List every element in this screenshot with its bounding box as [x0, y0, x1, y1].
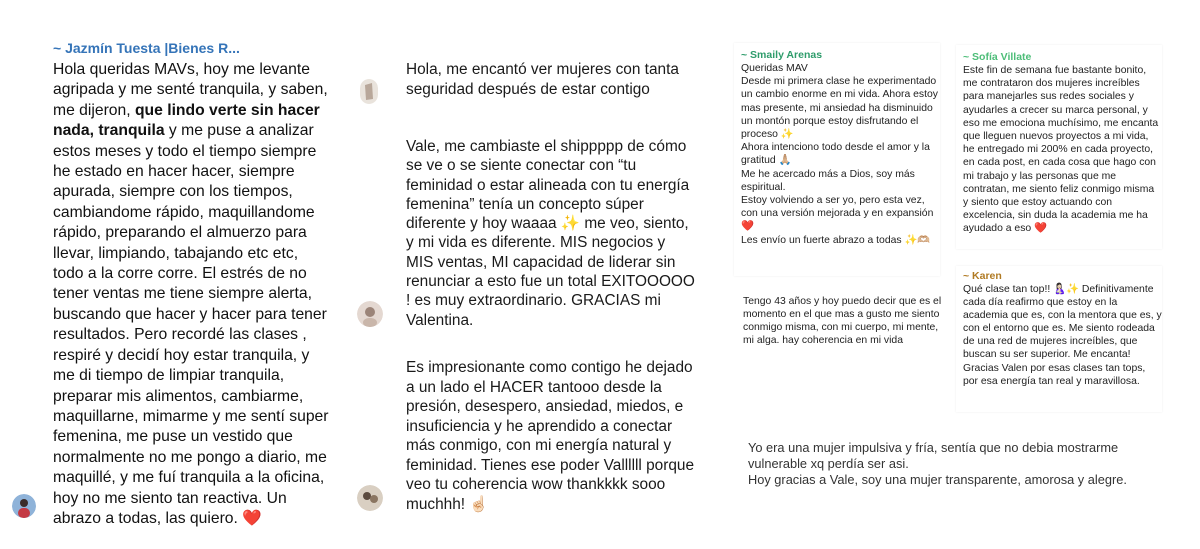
message-text: Hola, me encantó ver mujeres con tanta seguridad después de estar contigo: [406, 61, 679, 98]
message-line: Yo era una mujer impulsiva y fría, sentía que no debia mostrarme vulnerable xq perdía ser asi.: [748, 440, 1119, 471]
message-part: y me puse a analizar estos meses y todo el tiempo siempre he estado en hacer hacer, siempre apurada, siempre con los tiempos, cambiandome rápido, maquillandome rápido, preparando el almuerzo para llevar, limpiando, tabajando etc etc, todo a la corre corre. El estrés de no tener ventas me tiene siempre alerta, buscando que hacer y hacer para tener resultados. Pero recordé las clases , respiré y decidí hoy estar tranquila, y me di tiempo de limpiar tranquila, preparar mis alimentos, cambiarme, maquillarne, mimarme y me sentí super femenina, me puse un vestido que normalmente no me pongo a diario, me maquillé, y me fuí tranquila a la oficina, hoy no me siento tan reactiva. Un abrazo a todas, las quiero.: [53, 122, 329, 527]
message-bold-part: que lindo verte sin hacer nada, tranquila: [53, 101, 320, 140]
message-text: [406, 137, 696, 330]
message-line: Desde mi primera clase he experimentado un cambio enorme en mi vida. Ahora estoy mas presente, mi ansiedad ha disminuido un montón porque estoy disfrutando el proceso ✨: [741, 76, 938, 141]
avatar[interactable]: [357, 485, 383, 511]
message-text: Este fin de semana fue bastante bonito, me contrataron dos mujeres increíbles para manejarles sus redes sociales y ayudarles a crecer su marca personal, y eso me emociona muchísimo, me encanta que lleguen nuevos proyectos a mi vida, he entregado mi 200% en cada proyecto, en cada post, en cada cosa que hago con mi trabajo y las personas que me contratan, me siento feliz conmigo misma y siento que estoy actuando con excelencia, sin duda la academia me ha ayudado a eso ❤️: [963, 65, 1159, 235]
message-line: Queridas MAV: [741, 63, 808, 74]
message-text: [406, 358, 701, 514]
sender-name[interactable]: ~ Smaily Arenas: [741, 49, 823, 61]
heart-icon: ❤️: [242, 509, 262, 527]
message-text: Tengo 43 años y hoy puedo decir que es el momento en el que mas a gusto me siento conmigo misma, con mi cuerpo, mi mente, mi alga. hay coherencia en mi vida: [743, 296, 942, 347]
avatar[interactable]: [357, 301, 383, 327]
message-text: Qué clase tan top!! 🤱🏻✨ Definitivamente cada día reafirmo que estoy en la academia que es, con la mentora que es, y con el entorno que es. Me siento rodeada de una red de mujeres increíbles, que buscan su ser superior. Me encanta! Gracias Valen por esas clases tan tops, por esa energía tan real y maravillosa.: [963, 284, 1162, 387]
message-part: me veo, siento, y mi vida es diferente. MIS negocios y MIS ventas, MI capacidad de liderar sin renunciar a esto fue un total EXITOOOOO ! es muy extraordinario. GRACIAS mi Valentina.: [406, 215, 695, 329]
message-line: Ahora intenciono todo desde el amor y la gratitud 🙏🏼: [741, 142, 930, 167]
message-part: Es impresionante como contigo he dejado a un lado el HACER tantooo desde la presión, desespero, ansiedad, miedos, e insuficiencia y he aprendido a conectar más conmigo, con mi energía natural y feminidad. Tienes ese poder Vallllll porque veo tu coherencia wow thankkkk sooo muchhh!: [406, 359, 695, 513]
message-part: Hola queridas MAVs, hoy me levante agripada y me senté tranquila, y saben, me dijeron,: [53, 61, 328, 119]
avatar[interactable]: [12, 494, 36, 518]
sparkle-icon: ✨: [560, 215, 581, 233]
message-text: [748, 440, 1168, 488]
avatar[interactable]: [360, 79, 378, 104]
message-text: [53, 60, 331, 529]
message-line: Les envío un fuerte abrazo a todas ✨🫶🏼: [741, 234, 931, 246]
sender-name[interactable]: ~ Sofía Villate: [963, 51, 1032, 63]
pointing-up-icon: ☝🏻: [469, 495, 489, 513]
sender-name[interactable]: ~ Jazmín Tuesta |Bienes R...: [53, 40, 240, 56]
message-line: Estoy volviendo a ser yo, pero esta vez, con una versión mejorada y en expansión ❤️: [741, 195, 934, 233]
message-line: Hoy gracias a Vale, soy una mujer transparente, amorosa y alegre.: [748, 472, 1127, 487]
message-part: Vale, me cambiaste el shippppp de cómo se ve o se siente conectar con “tu feminidad o estar alineada con tu energía femenina” tenía un concepto súper diferente y hoy waaaa: [406, 138, 690, 233]
sender-name[interactable]: ~ Karen: [963, 270, 1002, 282]
message-text: [741, 62, 941, 247]
message-line: Me he acercado más a Dios, soy más espiritual.: [741, 168, 915, 193]
